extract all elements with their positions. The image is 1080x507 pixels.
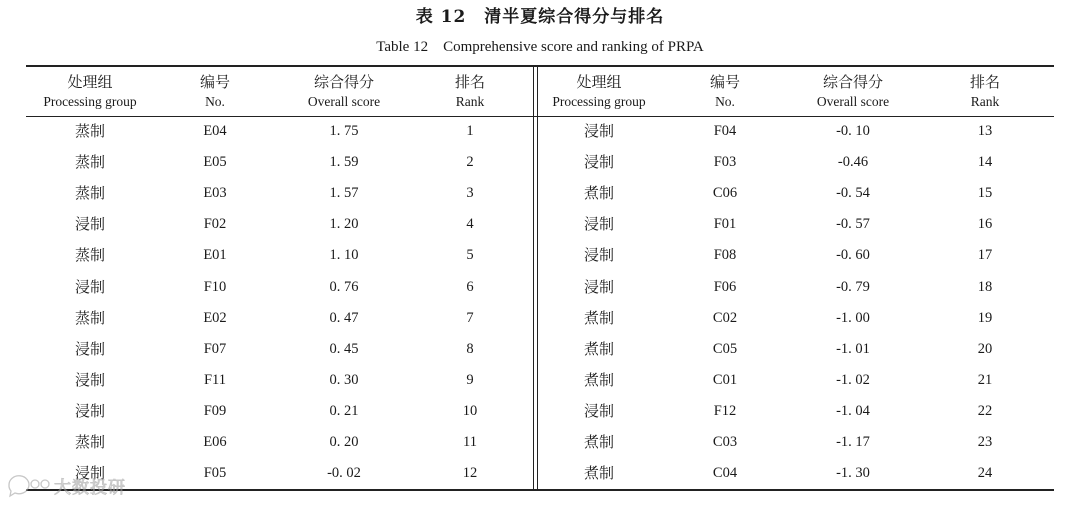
cell-group: 浸制 xyxy=(583,246,614,265)
cell-group: 煮制 xyxy=(583,339,614,358)
table-row xyxy=(0,458,1080,489)
cell-no: F10 xyxy=(203,278,227,295)
cell-group: 蒸制 xyxy=(74,153,105,172)
cell-group: 浸制 xyxy=(583,215,614,234)
cell-rank: 10 xyxy=(462,402,478,419)
cell-rank: 1 xyxy=(466,123,474,139)
cell-no: F07 xyxy=(203,340,227,357)
cell-no: E03 xyxy=(203,185,227,202)
cell-no: E01 xyxy=(203,247,227,264)
cell-score: 0. 76 xyxy=(329,278,359,295)
cell-group: 浸制 xyxy=(74,401,105,420)
cell-rank: 22 xyxy=(977,402,993,419)
table-row xyxy=(0,116,1080,147)
cell-group: 浸制 xyxy=(583,153,614,172)
cell-no: F06 xyxy=(713,278,737,295)
cell-rank: 12 xyxy=(462,465,478,482)
table-row xyxy=(0,240,1080,271)
cell-group: 浸制 xyxy=(583,122,614,140)
cell-rank: 17 xyxy=(977,247,993,264)
cell-group: 蒸制 xyxy=(74,246,105,265)
cell-no: C05 xyxy=(712,340,738,357)
cell-score: -0. 79 xyxy=(836,278,870,295)
cell-rank: 11 xyxy=(463,434,477,450)
cell-no: F11 xyxy=(203,371,227,388)
cell-score: -0. 54 xyxy=(836,185,870,202)
cell-score: 1. 10 xyxy=(329,247,359,264)
cell-rank: 5 xyxy=(466,247,474,264)
cell-rank: 20 xyxy=(977,340,993,357)
cell-rank: 24 xyxy=(977,465,993,482)
cell-group: 煮制 xyxy=(583,184,614,203)
header-no-right: 编号 No. xyxy=(709,73,740,109)
cell-score: -1. 01 xyxy=(836,340,870,357)
cell-rank: 4 xyxy=(466,216,474,233)
cell-score: 0. 45 xyxy=(329,340,359,357)
cell-group: 蒸制 xyxy=(74,184,105,203)
header-processing-group-right: 处理组 Processing group xyxy=(552,73,646,109)
cell-score: 1. 59 xyxy=(329,154,359,171)
cell-group: 浸制 xyxy=(74,339,105,358)
cell-no: F01 xyxy=(713,216,737,233)
header-rank-left: 排名 Rank xyxy=(454,73,485,109)
cell-no: C06 xyxy=(712,185,738,202)
cell-no: E06 xyxy=(203,434,227,450)
table-row xyxy=(0,334,1080,365)
cell-no: C03 xyxy=(712,434,738,450)
cell-group: 浸制 xyxy=(583,401,614,420)
cell-group: 浸制 xyxy=(583,277,614,296)
bottom-rule xyxy=(26,489,1054,491)
cell-rank: 14 xyxy=(977,154,993,171)
cell-rank: 13 xyxy=(977,123,993,139)
table-row xyxy=(0,396,1080,427)
cell-rank: 18 xyxy=(977,278,993,295)
cell-no: F12 xyxy=(713,402,737,419)
cell-no: E05 xyxy=(203,154,227,171)
cell-group: 浸制 xyxy=(74,215,105,234)
cell-no: C04 xyxy=(712,465,738,482)
watermark xyxy=(6,470,126,500)
cell-group: 蒸制 xyxy=(74,308,105,327)
cell-group: 蒸制 xyxy=(74,433,105,451)
table-row xyxy=(0,147,1080,178)
cell-group: 浸制 xyxy=(74,277,105,296)
cell-score: -0. 10 xyxy=(836,123,870,139)
cell-group: 煮制 xyxy=(583,370,614,389)
top-rule xyxy=(26,65,1054,67)
cell-score: 1. 57 xyxy=(329,185,359,202)
cell-score: -0. 02 xyxy=(327,465,361,482)
table-row xyxy=(0,303,1080,334)
cell-score: -1. 04 xyxy=(836,402,870,419)
cell-rank: 15 xyxy=(977,185,993,202)
cell-rank: 23 xyxy=(977,434,993,450)
table-row xyxy=(0,178,1080,209)
cell-no: F08 xyxy=(713,247,737,264)
cell-score: -1. 00 xyxy=(836,309,870,326)
header-overall-score-left: 综合得分 Overall score xyxy=(307,73,381,109)
cell-score: -1. 30 xyxy=(836,465,870,482)
cell-score: 0. 20 xyxy=(329,434,359,450)
cell-no: F03 xyxy=(713,154,737,171)
cell-score: -0. 57 xyxy=(836,216,870,233)
table-row xyxy=(0,427,1080,458)
cell-rank: 19 xyxy=(977,309,993,326)
cell-rank: 7 xyxy=(466,309,474,326)
table-title-en: Table 12 Comprehensive score and ranking of PRPA xyxy=(376,39,704,55)
cell-score: 0. 47 xyxy=(329,309,359,326)
cell-rank: 6 xyxy=(466,278,474,295)
cell-rank: 9 xyxy=(466,371,474,388)
cell-score: 0. 30 xyxy=(329,371,359,388)
cell-no: F02 xyxy=(203,216,227,233)
cell-group: 蒸制 xyxy=(74,122,105,140)
cell-no: C02 xyxy=(712,309,738,326)
cell-no: E02 xyxy=(203,309,227,326)
cell-rank: 16 xyxy=(977,216,993,233)
cell-group: 浸制 xyxy=(74,464,105,483)
cell-group: 煮制 xyxy=(583,308,614,327)
cell-no: F04 xyxy=(713,123,737,139)
chat-bubble-icon xyxy=(6,472,50,498)
header-no-left: 编号 No. xyxy=(199,73,230,109)
cell-score: 1. 20 xyxy=(329,216,359,233)
cell-rank: 2 xyxy=(466,154,474,171)
cell-score: -0. 60 xyxy=(836,247,870,264)
header-rank-right: 排名 Rank xyxy=(969,73,1000,109)
watermark-text: 大数投研 xyxy=(54,477,126,498)
cell-no: F09 xyxy=(203,402,227,419)
cell-score: -1. 17 xyxy=(836,434,870,450)
cell-group: 浸制 xyxy=(74,370,105,389)
cell-group: 煮制 xyxy=(583,464,614,483)
cell-score: -1. 02 xyxy=(836,371,870,388)
cell-score: 1. 75 xyxy=(329,123,359,139)
cell-score: 0. 21 xyxy=(329,402,359,419)
cell-group: 煮制 xyxy=(583,433,614,451)
table-row xyxy=(0,365,1080,396)
cell-rank: 3 xyxy=(466,185,474,202)
cell-rank: 8 xyxy=(466,340,474,357)
header-processing-group-left: 处理组 Processing group xyxy=(43,73,137,109)
table-row xyxy=(0,272,1080,303)
header-overall-score-right: 综合得分 Overall score xyxy=(816,73,890,109)
cell-no: C01 xyxy=(712,371,738,388)
cell-no: F05 xyxy=(203,465,227,482)
cell-score: -0.46 xyxy=(837,154,869,171)
table-title-cn: 表 12 清半夏综合得分与排名 xyxy=(415,7,665,27)
cell-no: E04 xyxy=(203,123,227,139)
table-row xyxy=(0,209,1080,240)
cell-rank: 21 xyxy=(977,371,993,388)
